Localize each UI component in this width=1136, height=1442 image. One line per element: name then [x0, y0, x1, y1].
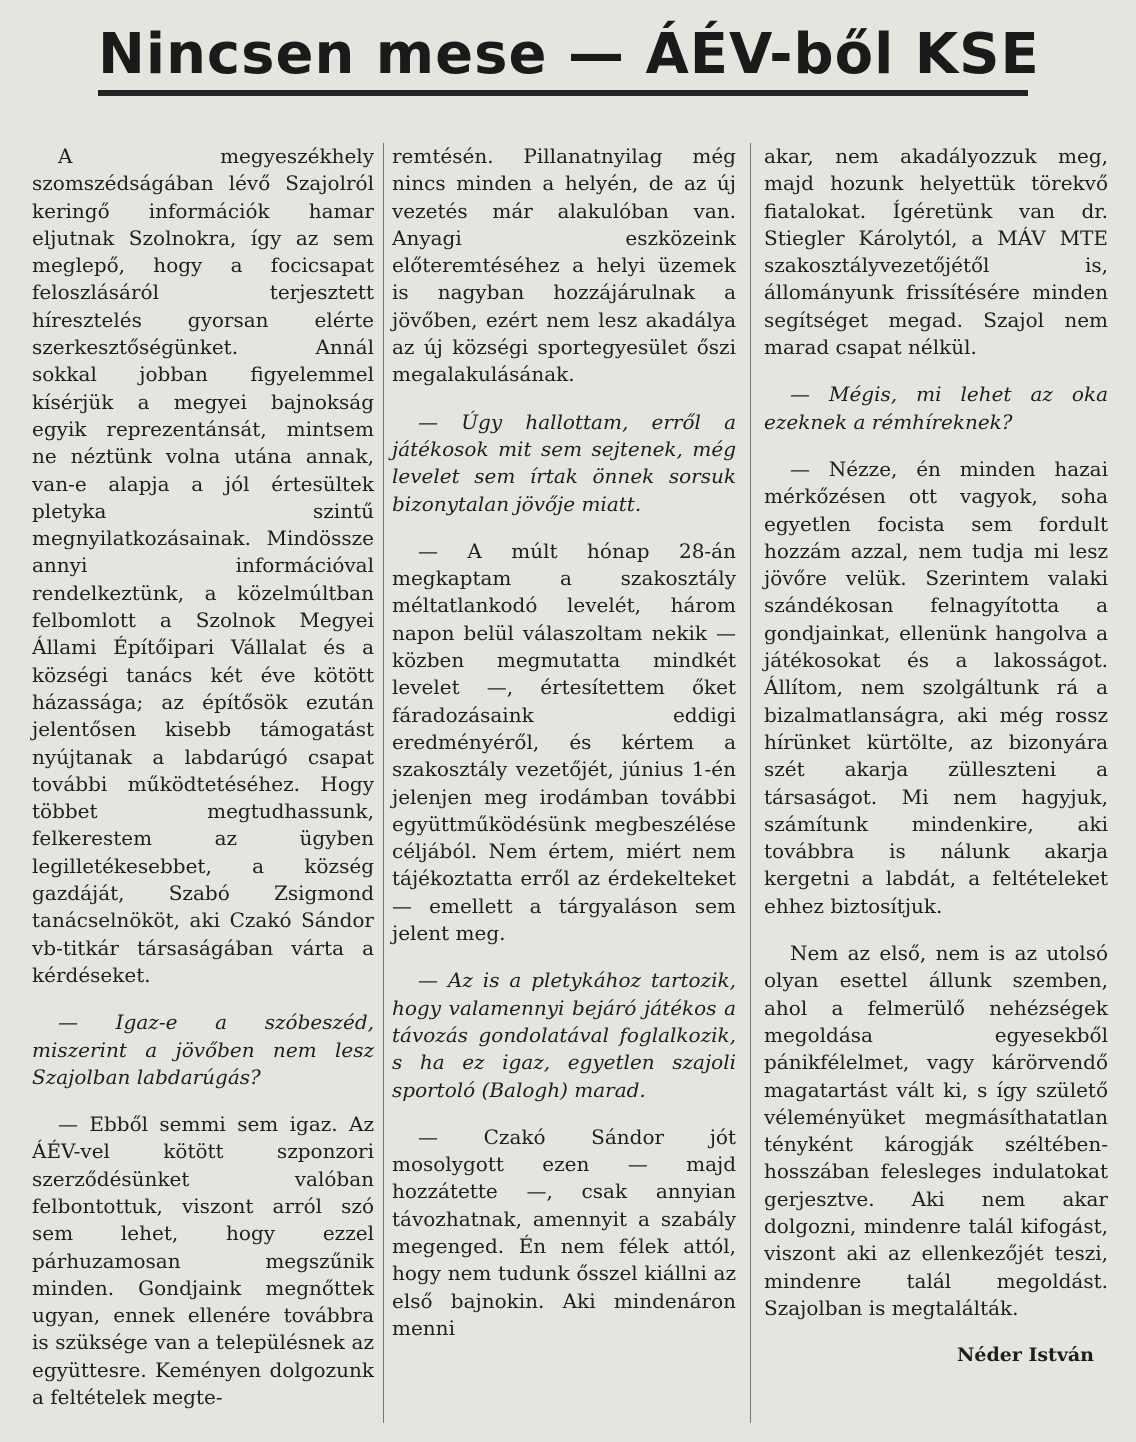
column-2 [392, 143, 736, 1362]
answer-3-part-2: akar, nem akadályozzuk meg, majd hozunk helyettük törekvő fiatalokat. Ígéretünk van dr. Stiegler Károlytól, a MÁV MTE szakosztályvezetőjétől is, állományunk frissítésére minden segítséget megad. Szajol nem marad csapat nélkül. [764, 144, 1108, 360]
answer-3-part-1: — Czakó Sándor jót mosolygott ezen — majd hozzátette —, csak annyian távozhatnak, amennyit a szabály megenged. Én nem félek attól, hogy nem tudunk ősszel kiállni az első bajnokin. Aki mindenáron menni [392, 1124, 736, 1340]
closing-paragraph: Nem az első, nem is az utolsó olyan esettel állunk szemben, ahol a felmerülő nehézségek megoldása egyesekből pánikfélelmet, vagy kárörvendő magatartást vált ki, s így születő véleményüket megmásíthatatlan tényként károgják széltében-hosszában felesleges indulatokat gerjesztve. Aki nem akar dolgozni, mindenre talál kifogást, viszont aki az ellenkezőjét teszi, mindenre talál megoldást. Szajolban is megtalálták. [764, 941, 1108, 1320]
headline: Nincsen mese — ÁÉV-ből KSE [98, 20, 1028, 96]
column-divider [750, 143, 751, 1423]
column-1 [32, 143, 374, 1431]
answer-4: — Nézze, én minden hazai mérkőzésen ott vagyok, soha egyetlen focista sem fordult hozzám azzal, nem tudja mi lesz jövőre velük. Szerintem valaki szándékosan felnagyította a gondjainkat, ellenünk hangolva a játékosokat és a lakosságot. Állítom, nem szolgáltunk rá a bizalmatlanságra, aki még rossz hírünket kürtölte, az bizonyára szét akarja zülleszteni a társaságot. Mi nem hagyjuk, számítunk mindenkire, aki továbbra is nálunk akarja kergetni a labdát, a feltételeket ehhez biztosítjuk. [764, 456, 1108, 918]
intro-paragraph: A megyeszékhely szomszédságában lévő Szajolról keringő információk hamar eljutnak Szolnokra, így az sem meglepő, hogy a focicsapat feloszlásáról terjesztett híresztelés gyorsan elérte szerkesztőségünket. Annál sokkal jobban figyelemmel kísérjük a megyei bajnokság egyik reprezentánsát, mintsem ne néztünk volna utána annak, van-e alapja a jól értesültek pletyka szintű megnyilatkozásainak. Mindössze annyi információval rendelkeztünk, a közelmúltban felbomlott a Szolnok Megyei Állami Építőipari Vállalat és a községi tanács két éve kötött házassága; az építősök ezután jelentősen kisebb támogatást nyújtanak a labdarúgó csapat további működtetéséhez. Hogy többet megtudhassunk, felkerestem az ügyben legilletékesebbet, a község gazdáját, Szabó Zsigmond tanácselnököt, aki Czakó Sándor vb-titkár társaságában várta a kérdéseket. [32, 144, 374, 987]
answer-2: — A múlt hónap 28-án megkaptam a szakosztály méltatlankodó levelét, három napon belül válaszoltam nekik — közben megmutatta mindkét levelet —, értesítettem őket fáradozásaink eddigi eredményéről, és kértem a szakosztály vezetőjét, június 1-én jelenjen meg irodámban további együttműködésünk megbeszélése céljából. Nem értem, miért nem tájékoztatta erről az érdekelteket — emellett a tárgyaláson sem jelent meg. [392, 538, 736, 946]
question-4: — Mégis, mi lehet az oka ezeknek a rémhíreknek? [764, 382, 1108, 434]
author-signature: Néder István [957, 1344, 1094, 1367]
question-2: — Úgy hallottam, erről a játékosok mit sem sejtenek, még levelet sem írtak önnek sorsuk bizonytalan jövője miatt. [392, 409, 736, 516]
column-3 [764, 143, 1108, 1369]
column-divider [383, 143, 384, 1423]
answer-1-part-2: remtésén. Pillanatnyilag még nincs minden a helyén, de az új vezetés már alakulóban van. Anyagi eszközeink előteremtéséhez a helyi üzemek is nagyban hozzájárulnak a jövőben, ezért nem lesz akadálya az új községi sportegyesület őszi megalakulásának. [392, 144, 736, 387]
question-1: — Igaz-e a szóbeszéd, miszerint a jövőben nem lesz Szajolban labdarúgás? [32, 1010, 374, 1089]
answer-1-part-1: — Ebből semmi sem igaz. Az ÁÉV-vel kötött szponzori szerződésünket valóban felbontottuk, viszont arról szó sem lehet, hogy ezzel párhuzamosan megszűnik minden. Gondjaink megnőttek ugyan, ennek ellenére továbbra is szüksége van a településnek az együttesre. Keményen dolgozunk a feltételek megte- [32, 1112, 374, 1410]
question-3: — Az is a pletykához tartozik, hogy valamennyi bejáró játékos a távozás gondolatával foglalkozik, s ha ez igaz, egyetlen szajoli sportoló (Balogh) marad. [392, 968, 736, 1102]
